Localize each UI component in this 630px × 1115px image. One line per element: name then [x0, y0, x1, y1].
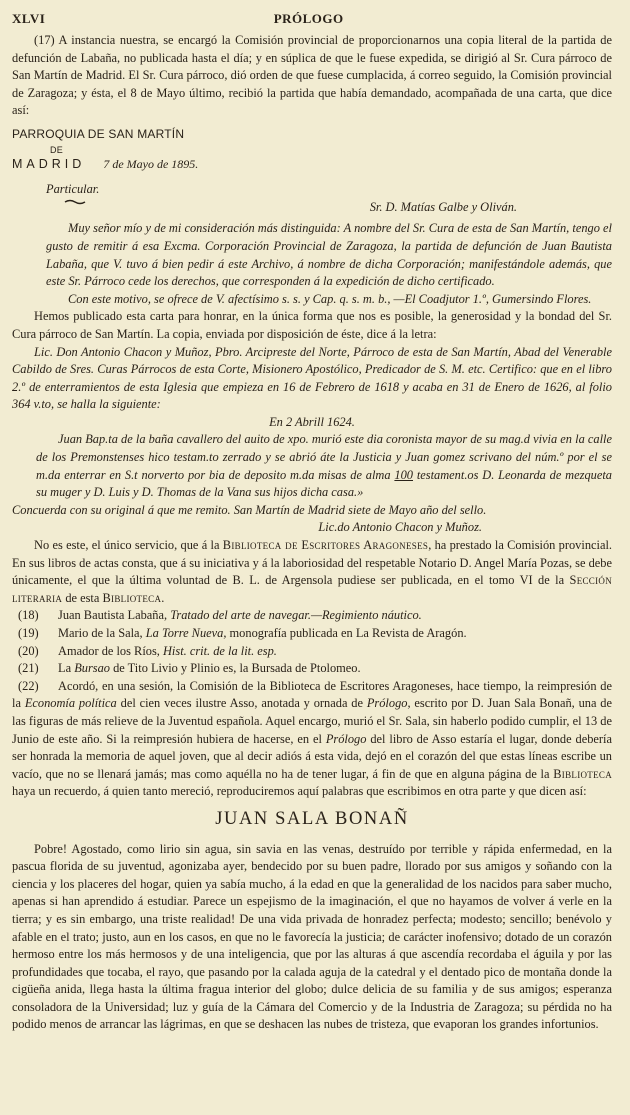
note-text-after: monografía publicada en La Revista de Aragón. [229, 626, 467, 640]
note-number: (20) [18, 643, 39, 658]
note-number: (22) [18, 678, 39, 693]
burial-entry-text-end: testament.os D. Leonarda de mezqueta su muger y D. Luis y D. Thomas de la Vana sus hijos dicha casa.» [36, 467, 612, 500]
note-text: La [58, 661, 72, 676]
certificate-concordance: Concuerda con su original á que me remito. San Martín de Madrid siete de Mayo año del sello. [12, 502, 487, 517]
letter-date: 7 de Mayo de 1895. [103, 156, 199, 171]
library-short: Biblioteca [102, 590, 162, 605]
note-text: Amador de los Ríos, [58, 643, 160, 658]
note-22-text: del cien veces ilustre Asso, anotada y ornada de [120, 696, 363, 711]
letter-body: Muy señor mío y de mi consideración más distinguida: A nombre del Sr. Cura de esta de San Martín, tengo el gusto de remitir á esa Excma. Corporación Provincial de Zaragoza, la partida de defunción de Juan Bautista Labaña, que V. tuvo á bien pedir á este Archivo, á nombre de dicha Corporación; manifestándole además, que este Sr. Párroco cede los derechos, que corresponden á la expedición de dicho certificado. [46, 221, 612, 289]
note-item [12, 643, 612, 661]
note-22-text: haya un recuerdo, á quien tanto mereció, reproduciremos aquí palabras que escribimos en otra parte y que dicen así: [12, 784, 587, 799]
page-number: XLVI [12, 11, 46, 26]
service-text: , ha prestado la Comisión provincial. En sus libros de actas consta, que á su iniciativa y á la laboriosidad del respetable Notario D. Angel María Pozas, se debe únicamente, el que la última voluntad de B. L. de Argensola pudiese ser publicada, en el tomo VI de la [12, 538, 612, 588]
burial-entry [12, 431, 612, 501]
service-paragraph [12, 537, 612, 607]
note-item [12, 607, 612, 625]
letterhead [12, 126, 612, 173]
service-text: No es este, el único servicio, que á la [34, 538, 220, 553]
book-page [12, 10, 612, 1034]
page-header [12, 10, 612, 32]
letterhead-city: MADRID [12, 156, 86, 171]
note-item [12, 625, 612, 643]
note-17-paragraph: (17) A instancia nuestra, se encargó la Comisión provincial de proporcionarnos una copia literal de la partida de defunción de Labaña, no publicada hasta el día; y en súplica de que le fuese expedida, se dirigió al Sr. Cura párroco de San Martín de Madrid. El Sr. Cura párroco, dió orden de que fuese cumplacida, á correo seguido, la Comisión provincial de Zaragoza; y ésta, el 8 de Mayo último, recibió la partida que había demandado, acompañada de una carta, que dice así: [12, 33, 612, 118]
certificate [12, 344, 612, 538]
note-title: Hist. crit. de la lit. esp. [162, 643, 277, 658]
note-number: (18) [18, 608, 39, 623]
flourish-icon [64, 199, 86, 205]
letter [12, 181, 612, 308]
letter-closing: Con este motivo, se ofrece de V. afectísimo s. s. y Cap. q. s. m. b., —El Coadjutor 1.º, Gumersindo Flores. [68, 291, 592, 306]
note-22-paragraph [12, 678, 612, 801]
service-text: . [161, 590, 165, 605]
certificate-date: En 2 Abrill 1624. [269, 414, 355, 429]
parish-name: PARROQUIA DE SAN MARTÍN [12, 126, 185, 141]
note-title: Tratado del arte de navegar.—Regimiento náutico. [170, 608, 422, 623]
publication-note: Hemos publicado esta carta para honrar, en la única forma que nos es posible, la generosidad y la bondad del Sr. Cura párroco de San Martín. La copia, enviada por disposición de éste, dice á la letra: [12, 309, 612, 341]
certificate-signature: Lic.do Antonio Chacon y Muñoz. [318, 520, 482, 535]
note-number: (21) [18, 661, 39, 676]
running-title: PRÓLOGO [273, 11, 344, 26]
note-22-text: Acordó, en una sesión, la Comisión de la Biblioteca de Escritores Aragoneses, hace tiempo, la reimpresión de la [12, 678, 612, 711]
prologue-word: Prólogo [325, 731, 367, 746]
letter-particular: Particular. [46, 182, 100, 197]
burial-entry-number: 100 [394, 467, 413, 482]
letter-addressee: Sr. D. Matías Galbe y Oliván. [369, 199, 517, 214]
section-title: JUAN SALA BONAÑ [215, 808, 409, 829]
notes-list [12, 607, 612, 677]
section-name: Sección literaria [12, 573, 612, 605]
note-text-after: de Tito Livio y Plinio es, la Bursada de Ptolomeo. [113, 661, 361, 676]
certificate-intro: Lic. Don Antonio Chacon y Muñoz, Pbro. Arcipreste del Norte, Párroco de esta de San Martín, Abad del Venerable Cabildo de Sres. Curas Párrocos de esta Corte, Misionero Apostólico, Predicador de S. M. etc. Certifico: que en el libro 2.º de enterramientos de esta Iglesia que empieza en 16 de Febrero de 1618 y acaba en 31 de Enero de 1626, al folio 364 v.to, se halla la siguiente: [12, 344, 612, 412]
book-title: Economía política [24, 696, 117, 711]
letterhead-de: DE [50, 144, 63, 155]
note-22-text: escrito por D. Juan Sala Bonañ, una de las figuras de más relieve de la Juventud española. Aquel encargo, murió el Sr. Sala, sin haberlo podido cumplir, el 13 de Junio de este año. Si la reimpresión hubiera de hacerse, en el [12, 696, 613, 746]
note-text: Mario de la Sala, [58, 626, 143, 640]
eulogy-paragraph: Pobre! Agostado, como lirio sin agua, sin savia en las venas, destruído por terrible y rápida enfermedad, en la pascua florida de su juventud, agonizaba ayer, bendecido por su buen padre, llorado por sus amigos y soñando con la ciencia y los placeres del hogar, quien ya sabía mucho, á la edad en que la generalidad de los nacidos para saber mucho, apenas si han aprendido á estudiar. Parece un espejismo de la imaginación, el que no hayamos de volver á verle en la tierra; y es sin embargo, una triste realidad! De una vida privada de honradez perfecta; modesto; sencillo; benévolo y afable en el trato; justo, aun en los casos, en que no le favorecía la justicia; de carácter inofensivo; dotado de un corazón hermoso entre los más hermosos y de una inteligencia, que por las alturas á que ascendía recordaba el águila y por las profundidades que tocaba, el rayo, que pasando por la calada aguja de la catedral y el dentado pico de montaña donde la cigüeña anida, llega hasta la última fragua interior del globo; dulce delicia de su familia y de sus amigos; esperanza consoladora de la Universidad; luz y guía de la Cámara del Comercio y de la Industria de Zaragoza; su pérdida no ha podido menos de arrancar las lágrimas, en que se deshacen las nubes de tristeza, que evaporan los grandes infortunios. [12, 841, 612, 1032]
note-title: La Torre Nueva, [145, 626, 227, 640]
burial-entry-text: Juan Bap.ta de la baña cavallero del auito de xpo. murió este dia coronista mayor de su mag.d vivia en la calle de los Premonstenses hico testam.to zerrado y se abrió áte la Justicia y Juan gomez scrivano del núm.º por el se m.da enterrar en S.t norverto por bia de deposito m.da misas de alma [36, 432, 612, 482]
note-22-text: del libro de Asso estaría el lugar, donde debería ser honrada la memoria de aquel joven, que al decir adiós á esta vida, dejó en el corazón del que estas líneas escribe un vacío, que no se llenará jamás; mas como aquélla no ha de tener lugar, á fin de que en alguna página de la [12, 731, 612, 781]
service-text: de esta [65, 590, 100, 605]
note-number: (19) [18, 626, 39, 640]
note-item [12, 660, 612, 678]
prologue-word: Prólogo, [366, 696, 411, 711]
note-title: Bursao [74, 661, 110, 676]
note-text: Juan Bautista Labaña, [58, 608, 168, 623]
library-name: Biblioteca de Escritores Aragoneses [222, 538, 429, 553]
library-short: Biblioteca [553, 766, 612, 781]
